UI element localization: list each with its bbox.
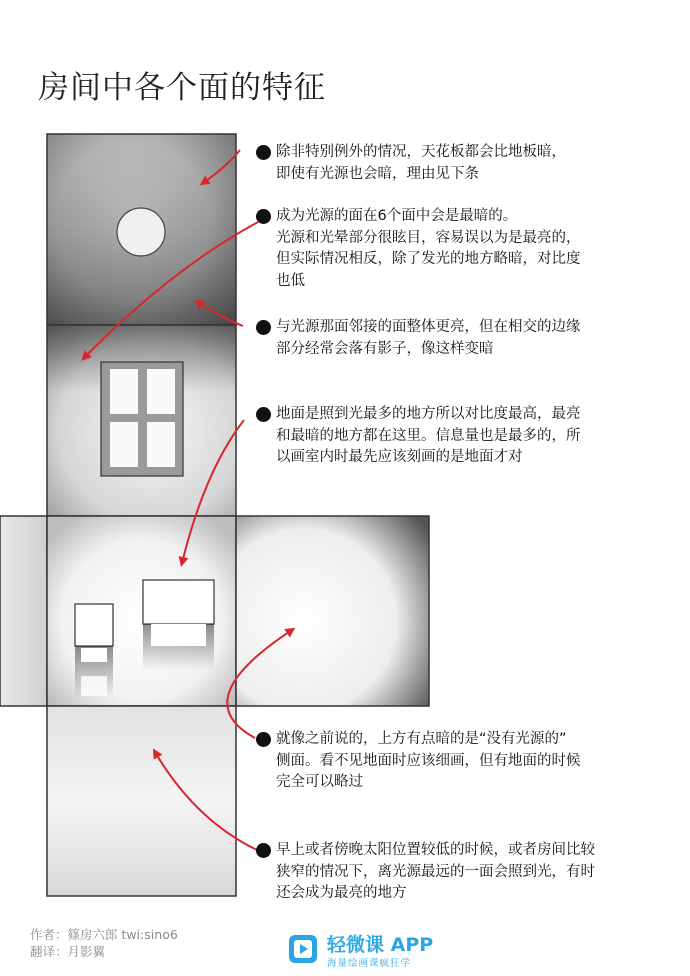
play-book-icon <box>287 932 321 966</box>
bullet-icon <box>256 732 271 747</box>
ceiling-light <box>117 208 165 256</box>
note-text: 早上或者傍晚太阳位置较低的时候，或者房间比较 狭窄的情况下，离光源最远的一面会照到光，有时 还会成为最亮的地方 <box>276 842 595 901</box>
bullet-icon <box>256 320 271 335</box>
bottom-wall-face <box>47 706 236 896</box>
note-text: 除非特别例外的情况，天花板都会比地板暗， 即使有光源也会暗，理由见下条 <box>276 144 566 182</box>
note-light-face <box>256 206 676 292</box>
note-adjacent-face <box>256 317 676 360</box>
author-credit: 作者：篠房六郎 twi:sino6 <box>30 927 178 942</box>
right-wall-face <box>236 516 429 706</box>
note-bottom-wall <box>256 840 676 905</box>
note-text: 地面是照到光最多的地方所以对比度最高，最亮 和最暗的地方都在这里。信息量也是最多的，所 以画室内时最先应该刻画的是地面才对 <box>276 406 581 465</box>
bullet-icon <box>256 145 271 160</box>
credits <box>30 926 178 960</box>
app-name: 轻微课 APP <box>327 934 434 956</box>
note-side-wall <box>256 729 676 794</box>
app-tagline: 海量绘画课疯狂学 <box>327 958 412 969</box>
note-text: 就像之前说的，上方有点暗的是“没有光源的” 侧面。看不见地面时应该细画，但有地面的时候 完全可以略过 <box>276 731 581 790</box>
note-text: 成为光源的面在6个面中会是最暗的。 光源和光晕部分很眩目，容易误以为是最亮的， 但实际情况相反，除了发光的地方略暗，对比度 也低 <box>276 208 581 289</box>
bullet-icon <box>256 407 271 422</box>
bullet-icon <box>256 843 271 858</box>
translator-credit: 翻译：月影翼 <box>30 944 106 959</box>
page-title: 房间中各个面的特征 <box>38 70 326 106</box>
window <box>101 362 183 476</box>
note-floor <box>256 404 676 469</box>
note-ceiling <box>256 142 676 185</box>
bullet-icon <box>256 209 271 224</box>
floor-furniture-small <box>75 604 113 698</box>
note-text: 与光源那面邻接的面整体更亮，但在相交的边缘 部分经常会落有影子，像这样变暗 <box>276 319 581 357</box>
left-wall-face <box>0 516 47 706</box>
floor-furniture-large <box>143 580 214 670</box>
